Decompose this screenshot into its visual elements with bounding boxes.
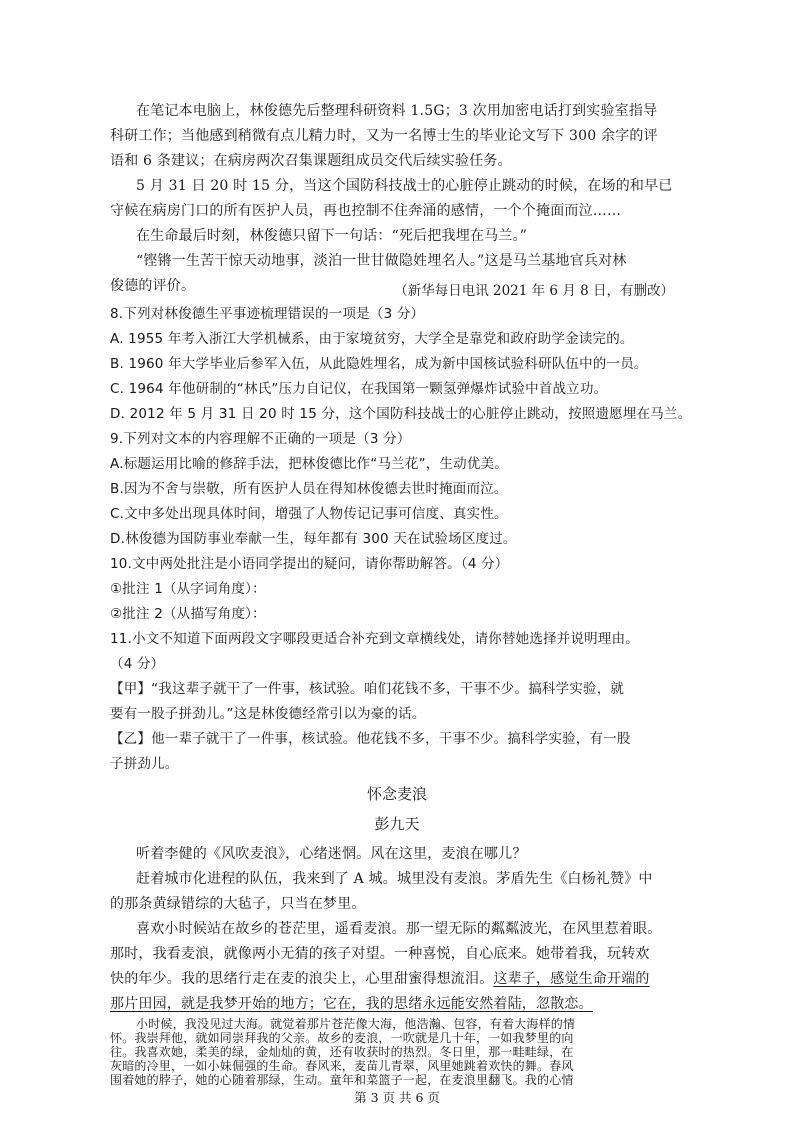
q11-score: （4 分） <box>110 656 165 672</box>
q10-item-2: ②批注 2（从描写角度）： <box>110 606 266 622</box>
q10-item-1: ①批注 1（从字词角度）： <box>110 581 266 597</box>
q11-stem: 11.小文不知道下面两段文字哪段更适合补充到文章横线处，请你替她选择并说明理由。 <box>110 631 639 647</box>
annotation-underline-2: 那片田园，就是我梦开始的地方；它在，我的思绪永远能安然着陆，忽散恋。 <box>110 996 593 1012</box>
article1-p4-line2: 俊德的评价。 <box>110 278 196 294</box>
q11-jia-line2: 要有一股子拼劲儿。”这是林俊德经常引以为豪的话。 <box>110 706 426 722</box>
article1-p1-line2: 科研工作；当他感到稍微有点儿精力时，又为一名博士生的毕业论文写下 300 余字的评 <box>110 128 658 144</box>
article2-p2-line1: 赶着城市化进程的队伍，我来到了 A 城。城里没有麦浪。茅盾先生《白杨礼赞》中 <box>136 871 653 887</box>
article1-source: （新华每日电讯 2021 年 6 月 8 日，有删改） <box>394 283 674 299</box>
article2-author: 彭九天 <box>374 815 420 833</box>
q9-option-d: D.林俊德为国防事业奉献一生，每年都有 300 天在试验场区度过。 <box>110 531 517 547</box>
q8-stem: 8.下列对林俊德生平事迹梳理错误的一项是（3 分） <box>110 306 425 322</box>
q9-stem: 9.下列对文本的内容理解不正确的一项是（3 分） <box>110 431 411 447</box>
q8-option-b: B. 1960 年大学毕业后参军入伍，从此隐姓埋名，成为新中国核试验科研队伍中的一员。 <box>110 356 648 372</box>
article2-p1: 听着李健的《风吹麦浪》，心绪迷惘。风在这里，麦浪在哪儿？ <box>136 846 527 862</box>
article2-p2-line2: 的那条黄绿错综的大毡子，只当在梦里。 <box>110 896 366 912</box>
article1-p3: 在生命最后时刻，林俊德只留下一句话：“死后把我埋在马兰。” <box>136 228 528 244</box>
article1-p1-line1: 在笔记本电脑上，林俊德先后整理科研资料 1.5G；3 次用加密电话打到实验室指导 <box>136 103 658 119</box>
article1-p2-line1: 5 月 31 日 20 时 15 分，当这个国防科技战士的心脏停止跳动的时候，在场的和早已 <box>136 178 673 194</box>
q8-option-a: A. 1955 年考入浙江大学机械系，由于家境贫穷，大学全是靠党和政府助学金读完的。 <box>110 331 634 347</box>
annotation-underline-1: 这辈子，感觉生命开端的 <box>493 971 650 987</box>
article2-p3-line3-text: 快的年少。我的思绪行走在麦的浪尖上，心里甜蜜得想流泪。 <box>110 971 494 987</box>
article1-p2-line2: 守候在病房门口的所有医护人员，再也控制不住奔涌的感情，一个个掩面而泣…… <box>110 203 622 219</box>
q9-option-b: B.因为不舍与崇敬，所有医护人员在得知林俊德去世时掩面而泣。 <box>110 481 508 497</box>
article2-p3-line4 <box>110 992 593 1016</box>
article2-p3-line3 <box>110 967 650 991</box>
article1-p4-line1: “铿锵一生苦干惊天动地事，淡泊一世甘做隐姓埋名人。”这是马兰基地官兵对林 <box>136 253 627 269</box>
article2-p4-line2: 怀。我崇拜他，就如同崇拜我的父亲。故乡的麦浪，一吹就是几十年，一如我梦里的向 <box>110 1031 574 1045</box>
q9-option-c: C.文中多处出现具体时间，增强了人物传记记事可信度、真实性。 <box>110 506 508 522</box>
article1-p1-line3: 语和 6 条建议；在病房两次召集课题组成员交代后续实验任务。 <box>110 153 512 169</box>
q10-stem: 10.文中两处批注是小语同学提出的疑问，请你帮助解答。（4 分） <box>110 556 509 572</box>
q11-jia-line1: 【甲】“我这辈子就干了一件事，核试验。咱们花钱不多，干事不少。搞科学实验，就 <box>110 681 625 697</box>
article2-title: 怀念麦浪 <box>366 785 427 803</box>
article2-p4-line1: 小时候，我没见过大海。就觉着那片苍茫像大海，他浩瀚、包容，有着大海样的情 <box>136 1017 576 1031</box>
article2-p3-line2: 那时，我看麦浪，就像两小无猜的孩子对望。一种喜悦，自心底来。她带着我，玩转欢 <box>110 946 650 962</box>
article2-p4-line4: 灰暗的冷里，一如小妹倔强的生命。春风来，麦苗儿青翠，风里她跳着欢快的舞。春风 <box>110 1059 574 1073</box>
article2-p3-line1: 喜欢小时候站在故乡的苍茫里，遥看麦浪。那一望无际的粼粼波光，在风里惹着眼。 <box>136 921 662 937</box>
article2-p4-line5: 围着她的脖子，她的心随着那绿，生动。童年和菜篮子一起，在麦浪里翻飞。我的心情 <box>110 1073 574 1087</box>
q8-option-d: D. 2012 年 5 月 31 日 20 时 15 分，这个国防科技战士的心脏停止跳动，按照遗愿埋在马兰。 <box>110 406 692 422</box>
page-footer: 第 3 页 共 6 页 <box>354 1090 440 1105</box>
article2-p4-line3: 往。我喜欢她，柔美的绿，金灿灿的黄，还有收获时的热烈。冬日里，那一畦畦绿，在 <box>110 1045 574 1059</box>
q11-yi-line2: 子拼劲儿。 <box>110 756 179 772</box>
q9-option-a: A.标题运用比喻的修辞手法，把林俊德比作“马兰花”，生动优美。 <box>110 456 508 472</box>
q11-yi-line1: 【乙】他一辈子就干了一件事，核试验。他花钱不多，干事不少。搞科学实验，有一股 <box>110 731 631 747</box>
q8-option-c: C. 1964 年他研制的“林氏”压力自记仪，在我国第一颗氢弹爆炸试验中首战立功。 <box>110 381 608 397</box>
